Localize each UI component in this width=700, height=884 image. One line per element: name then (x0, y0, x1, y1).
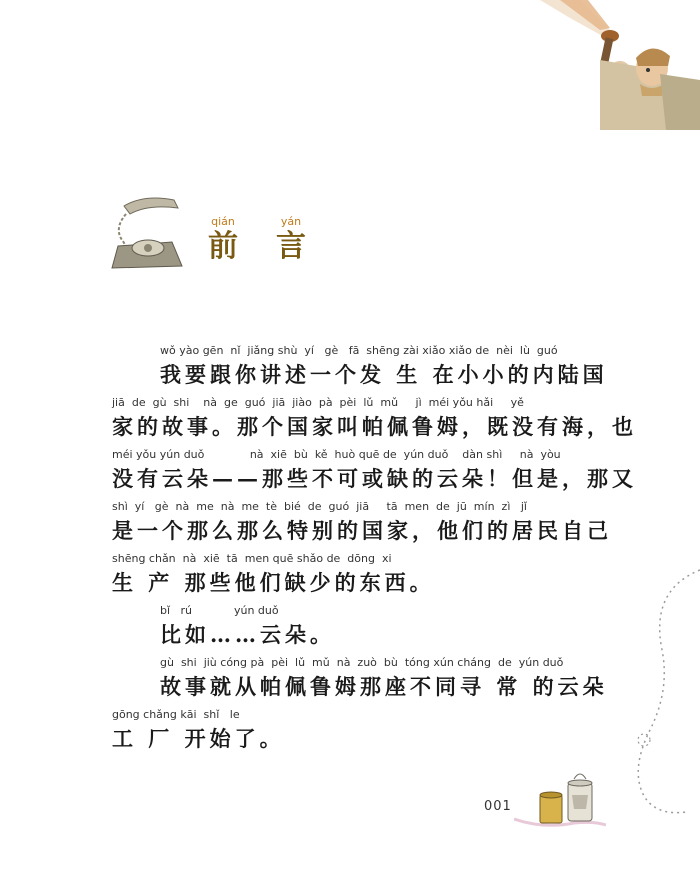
line-hanzi: 我要跟你讲述一个发 生 在小小的内陆国 (160, 362, 608, 387)
text-line (160, 344, 608, 388)
line-hanzi: 没有云朵——那些不可或缺的云朵！但是，那又 (112, 466, 637, 491)
line-hanzi: 生 产 那些他们缺少的东西。 (112, 570, 435, 595)
page-number: 001 (484, 799, 512, 814)
line-hanzi: 比如……云朵。 (160, 622, 335, 647)
heading-char (274, 216, 308, 264)
line-hanzi: 是一个那么那么特别的国家，他们的居民自己 (112, 518, 612, 543)
line-pinyin: gōng chǎng kāi shǐ le (112, 708, 240, 721)
text-line (160, 656, 608, 700)
text-line (160, 604, 335, 648)
heading-hanzi: 言 (276, 229, 306, 264)
line-pinyin: gù shi jiù cóng pà pèi lǔ mǔ nà zuò bù tóng xún cháng de yún duǒ (160, 656, 564, 669)
paint-cans-illustration (514, 773, 606, 829)
line-hanzi: 家的故事。那个国家叫帕佩鲁姆，既没有海，也 (112, 414, 637, 439)
text-line (112, 448, 637, 492)
dotted-curve-decoration (610, 560, 700, 820)
text-line (112, 396, 637, 440)
line-pinyin: jiā de gù shi nà ge guó jiā jiào pà pèi lǔ mǔ jì méi yǒu hǎi yě (112, 396, 524, 409)
text-line (112, 552, 435, 596)
line-hanzi: 工 厂 开始了。 (112, 726, 285, 751)
heading-char (206, 216, 240, 264)
line-pinyin: wǒ yào gēn nǐ jiǎng shù yí gè fā shēng zài xiǎo xiǎo de nèi lù guó (160, 344, 558, 357)
line-pinyin: bǐ rú yún duǒ (160, 604, 279, 617)
line-pinyin: shì yí gè nà me nà me tè bié de guó jiā tā men de jū mín zì jǐ (112, 500, 527, 513)
heading-hanzi: 前 (208, 229, 238, 264)
torch-man-illustration (540, 0, 700, 130)
heading-pinyin: yán (280, 215, 302, 228)
text-line (112, 708, 285, 752)
line-pinyin: méi yǒu yún duǒ nà xiē bù kě huò quē de yún duǒ dàn shì nà yòu (112, 448, 561, 461)
text-line (112, 500, 612, 544)
heading-pinyin: qián (211, 215, 235, 228)
telephone-illustration (104, 192, 186, 272)
line-pinyin: shēng chǎn nà xiē tā men quē shǎo de dōng xi (112, 552, 392, 565)
line-hanzi: 故事就从帕佩鲁姆那座不同寻 常 的云朵 (160, 674, 608, 699)
